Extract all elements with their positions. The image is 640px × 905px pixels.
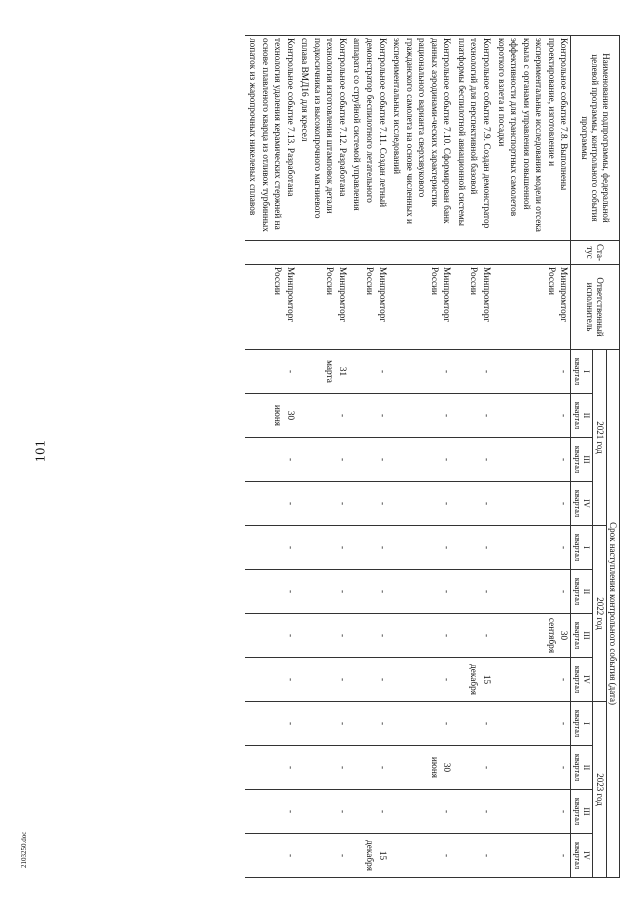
deadline-cell xyxy=(245,526,297,570)
header-executor: Ответственный исполнитель xyxy=(571,265,620,350)
deadline-cell xyxy=(297,482,349,526)
deadline-cell xyxy=(245,614,297,658)
deadline-value: - xyxy=(336,721,347,726)
deadline-cell xyxy=(453,702,493,746)
table-header xyxy=(571,36,620,878)
deadline-value: - xyxy=(376,589,387,594)
deadline-value: - xyxy=(336,765,347,770)
deadline-cell xyxy=(349,350,389,394)
deadline-value: - xyxy=(376,501,387,506)
responsible-executor: Минпромторг России xyxy=(453,265,493,350)
deadline-value: - xyxy=(336,413,347,418)
control-event-status xyxy=(389,241,454,265)
deadline-value: - xyxy=(558,369,569,374)
deadline-value: - xyxy=(480,854,491,858)
deadline-value: - xyxy=(376,545,387,550)
control-event-name: Контрольное событие 7.12. Разработана технология изготовления штамповок детали подкосичника из высокопрочного магниевого сплава ВМД16 для кресел xyxy=(297,36,349,241)
deadline-value: - xyxy=(376,677,387,682)
deadline-cell xyxy=(453,834,493,878)
table-body xyxy=(245,36,571,878)
deadline-value: - xyxy=(558,457,569,462)
deadline-value: - xyxy=(480,809,491,814)
deadline-value: - xyxy=(376,633,387,638)
deadline-value: - xyxy=(284,633,295,638)
deadline-cell xyxy=(297,438,349,482)
header-year: 2023 год xyxy=(593,702,606,878)
deadline-cell xyxy=(453,350,493,394)
deadline-value: - xyxy=(558,501,569,506)
deadline-value: - xyxy=(558,677,569,682)
deadline-cell xyxy=(493,570,571,614)
deadline-cell xyxy=(493,746,571,790)
deadline-value: - xyxy=(336,854,347,858)
deadline-cell xyxy=(389,570,454,614)
deadline-cell xyxy=(245,790,297,834)
document-code: 2103250.doc xyxy=(20,831,28,868)
deadline-cell xyxy=(245,702,297,746)
deadline-cell xyxy=(349,482,389,526)
deadline-value: - xyxy=(284,545,295,550)
deadline-cell xyxy=(389,702,454,746)
control-event-name: Контрольное событие 7.9. Создан демонстратор технологий для перспективной базовой платформы беспилотной авиационной системы xyxy=(453,36,493,241)
deadline-value: - xyxy=(441,854,452,858)
deadline-cell xyxy=(297,790,349,834)
responsible-executor: Минпромторг России xyxy=(297,265,349,350)
deadline-value: - xyxy=(441,809,452,814)
deadline-cell xyxy=(453,746,493,790)
deadline-cell xyxy=(389,526,454,570)
deadline-cell xyxy=(453,438,493,482)
table-row xyxy=(349,36,389,878)
deadline-cell xyxy=(245,746,297,790)
deadline-cell xyxy=(453,658,493,702)
deadline-value: - xyxy=(441,413,452,418)
control-event-status xyxy=(349,241,389,265)
deadline-value: - xyxy=(441,369,452,374)
deadline-value: - xyxy=(441,721,452,726)
deadline-value: 30 xyxy=(441,762,452,773)
quarter-numeral: II xyxy=(582,412,592,419)
quarter-numeral: IV xyxy=(582,675,592,684)
deadline-value: - xyxy=(284,809,295,814)
control-event-name: Контрольное событие 7.13. Разработана технология удаления керамических стержней на основе плавленого кварца из отливок турбинных лопаток из жаропрочных никелевых сплавов xyxy=(245,36,297,241)
deadline-value: - xyxy=(480,765,491,770)
deadline-value: - xyxy=(480,545,491,550)
page-number: 101 xyxy=(33,439,49,463)
deadline-cell xyxy=(349,438,389,482)
quarter-word: квартал xyxy=(572,797,582,826)
deadline-cell xyxy=(453,570,493,614)
quarter-word: квартал xyxy=(572,709,582,738)
deadline-cell xyxy=(297,394,349,438)
deadline-cell xyxy=(493,526,571,570)
header-deadline: Срок наступления контрольного события (дата) xyxy=(606,350,619,878)
header-quarter xyxy=(571,482,593,526)
deadline-cell xyxy=(389,394,454,438)
quarter-word: квартал xyxy=(572,401,582,430)
deadline-value: - xyxy=(480,633,491,638)
header-quarter xyxy=(571,746,593,790)
header-quarter xyxy=(571,526,593,570)
deadline-month: марта xyxy=(324,360,335,383)
deadline-cell xyxy=(349,570,389,614)
quarter-numeral: I xyxy=(582,722,592,725)
deadline-value: - xyxy=(558,545,569,550)
quarter-numeral: II xyxy=(582,764,592,771)
deadline-cell xyxy=(389,482,454,526)
deadline-month: июня xyxy=(272,404,283,427)
quarter-word: квартал xyxy=(572,489,582,518)
deadline-value: - xyxy=(284,501,295,506)
quarter-word: квартал xyxy=(572,445,582,474)
header-quarter xyxy=(571,570,593,614)
deadline-value: - xyxy=(441,677,452,682)
deadline-month: сентября xyxy=(545,617,556,654)
deadline-value: - xyxy=(441,633,452,638)
deadline-cell xyxy=(297,746,349,790)
deadline-cell xyxy=(493,350,571,394)
deadline-cell xyxy=(349,394,389,438)
deadline-cell xyxy=(297,526,349,570)
deadline-value: - xyxy=(284,589,295,594)
control-event-status xyxy=(245,241,297,265)
deadline-value: - xyxy=(441,545,452,550)
deadline-value: - xyxy=(284,369,295,374)
responsible-executor: Минпромторг России xyxy=(349,265,389,350)
deadline-cell xyxy=(297,570,349,614)
deadline-value: - xyxy=(480,589,491,594)
deadline-cell xyxy=(493,394,571,438)
deadline-value: - xyxy=(480,413,491,418)
header-quarter xyxy=(571,350,593,394)
header-quarter xyxy=(571,658,593,702)
header-quarter xyxy=(571,614,593,658)
deadline-cell xyxy=(297,350,349,394)
quarter-numeral: II xyxy=(582,588,592,595)
deadline-value: - xyxy=(376,369,387,374)
deadline-cell xyxy=(493,438,571,482)
deadline-cell xyxy=(349,614,389,658)
deadline-cell xyxy=(245,570,297,614)
deadline-value: - xyxy=(558,413,569,418)
header-quarter xyxy=(571,790,593,834)
deadline-value: - xyxy=(376,413,387,418)
deadline-cell xyxy=(297,834,349,878)
deadline-cell xyxy=(245,350,297,394)
control-event-status xyxy=(453,241,493,265)
deadline-cell xyxy=(493,482,571,526)
header-quarter xyxy=(571,702,593,746)
header-quarter xyxy=(571,438,593,482)
quarter-word: квартал xyxy=(572,577,582,606)
deadline-cell xyxy=(245,438,297,482)
deadline-cell xyxy=(389,834,454,878)
deadline-month: июня xyxy=(428,756,439,779)
deadline-value: - xyxy=(376,765,387,770)
deadline-cell xyxy=(245,394,297,438)
deadline-cell xyxy=(493,834,571,878)
header-quarter xyxy=(571,834,593,878)
header-status: Ста-тус xyxy=(571,241,620,265)
deadline-value: - xyxy=(284,765,295,770)
table-row xyxy=(389,36,454,878)
deadline-value: - xyxy=(284,854,295,858)
deadline-value: - xyxy=(284,721,295,726)
deadline-value: - xyxy=(558,721,569,726)
deadline-cell xyxy=(493,658,571,702)
quarter-numeral: III xyxy=(582,807,592,816)
quarter-numeral: IV xyxy=(582,851,592,860)
control-event-name: Контрольное событие 7.11. Создан летный демонстратор беспилотного летательного аппарата со струйной системой управления xyxy=(349,36,389,241)
header-year: 2021 год xyxy=(593,350,606,526)
table-row xyxy=(453,36,493,878)
deadline-cell xyxy=(389,438,454,482)
deadline-value: 15 xyxy=(376,850,387,861)
header-quarter xyxy=(571,394,593,438)
table-row xyxy=(493,36,571,878)
deadline-value: - xyxy=(480,501,491,506)
deadline-value: - xyxy=(558,854,569,858)
header-name: Наименование подпрограммы, федеральной целевой программы, контрольного события программы xyxy=(571,36,620,241)
deadline-cell xyxy=(389,614,454,658)
deadline-cell xyxy=(297,702,349,746)
control-events-table xyxy=(245,35,620,878)
deadline-value: - xyxy=(441,589,452,594)
control-event-status xyxy=(297,241,349,265)
deadline-cell xyxy=(297,614,349,658)
deadline-cell xyxy=(453,526,493,570)
responsible-executor: Минпромторг России xyxy=(389,265,454,350)
deadline-value: - xyxy=(376,457,387,462)
deadline-cell xyxy=(453,790,493,834)
quarter-numeral: III xyxy=(582,455,592,464)
rotated-table-container xyxy=(60,35,620,877)
deadline-value: - xyxy=(441,457,452,462)
quarter-word: квартал xyxy=(572,841,582,870)
deadline-cell xyxy=(453,614,493,658)
deadline-cell xyxy=(245,834,297,878)
deadline-value: - xyxy=(284,677,295,682)
deadline-value: - xyxy=(480,457,491,462)
deadline-value: - xyxy=(376,721,387,726)
quarter-numeral: I xyxy=(582,370,592,373)
deadline-cell xyxy=(389,350,454,394)
deadline-cell xyxy=(389,790,454,834)
control-event-status xyxy=(493,241,571,265)
deadline-value: - xyxy=(376,809,387,814)
deadline-cell xyxy=(297,658,349,702)
quarter-word: квартал xyxy=(572,665,582,694)
quarter-numeral: IV xyxy=(582,499,592,508)
responsible-executor: Минпромторг России xyxy=(493,265,571,350)
deadline-value: 15 xyxy=(480,674,491,685)
quarter-word: квартал xyxy=(572,533,582,562)
deadline-cell xyxy=(349,834,389,878)
deadline-value: - xyxy=(441,501,452,506)
deadline-value: - xyxy=(480,369,491,374)
deadline-value: 31 xyxy=(336,366,347,377)
deadline-value: - xyxy=(336,809,347,814)
deadline-value: - xyxy=(336,545,347,550)
deadline-cell xyxy=(349,526,389,570)
deadline-value: - xyxy=(336,589,347,594)
deadline-value: - xyxy=(336,677,347,682)
deadline-cell xyxy=(493,614,571,658)
control-event-name: Контрольное событие 7.8. Выполнены проектирование, изготовление и экспериментальные исследования модели отсека крыла с органами управления повышенной эффективности для транспортных самолетов короткого взлета и посадки xyxy=(493,36,571,241)
quarter-word: квартал xyxy=(572,753,582,782)
deadline-cell xyxy=(349,702,389,746)
deadline-cell xyxy=(349,790,389,834)
deadline-month: декабря xyxy=(468,663,479,695)
deadline-value: - xyxy=(336,633,347,638)
deadline-cell xyxy=(493,702,571,746)
deadline-cell xyxy=(453,482,493,526)
deadline-value: - xyxy=(336,501,347,506)
quarter-word: квартал xyxy=(572,621,582,650)
deadline-value: - xyxy=(336,457,347,462)
deadline-value: 30 xyxy=(558,630,569,641)
header-year: 2022 год xyxy=(593,526,606,702)
table-row xyxy=(245,36,297,878)
deadline-cell xyxy=(453,394,493,438)
quarter-numeral: III xyxy=(582,631,592,640)
deadline-cell xyxy=(493,790,571,834)
deadline-value: - xyxy=(558,765,569,770)
quarter-word: квартал xyxy=(572,357,582,386)
deadline-value: - xyxy=(284,457,295,462)
deadline-value: - xyxy=(558,589,569,594)
deadline-value: - xyxy=(558,809,569,814)
deadline-cell xyxy=(389,746,454,790)
deadline-month: декабря xyxy=(364,840,375,872)
quarter-numeral: I xyxy=(582,546,592,549)
deadline-value: 30 xyxy=(284,410,295,421)
table-row xyxy=(297,36,349,878)
deadline-value: - xyxy=(480,721,491,726)
deadline-cell xyxy=(389,658,454,702)
deadline-cell xyxy=(349,658,389,702)
deadline-cell xyxy=(245,658,297,702)
responsible-executor: Минпромторг России xyxy=(245,265,297,350)
deadline-cell xyxy=(349,746,389,790)
deadline-cell xyxy=(245,482,297,526)
control-event-name: Контрольное событие 7.10. Сформирован банк данных аэродинами-ческих характеристик рационального варианта сверхзвукового гражданского самолета на основе численных и экспериментальных исследований xyxy=(389,36,454,241)
